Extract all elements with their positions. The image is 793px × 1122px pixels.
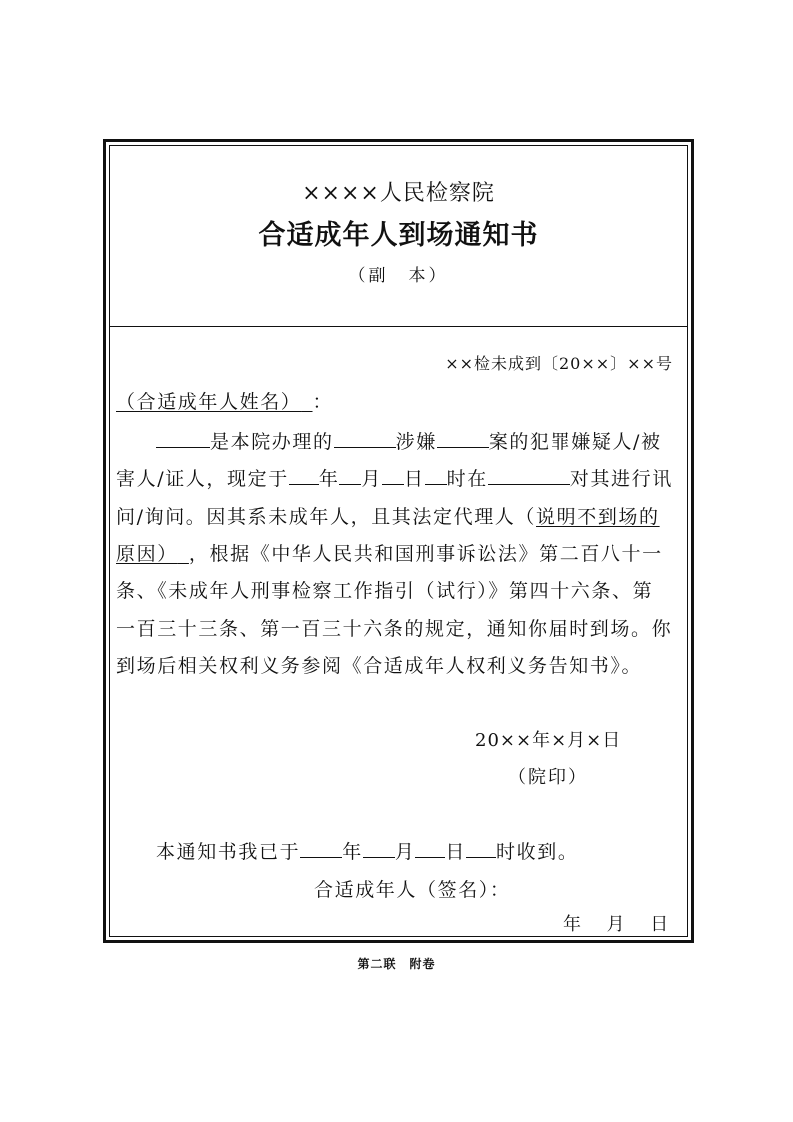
addressee-spacer	[301, 391, 312, 413]
body-text-2a: 害人/证人，现定于	[116, 468, 289, 490]
year-blank[interactable]	[289, 468, 319, 485]
reason-spacer	[178, 543, 189, 565]
notice-frame	[103, 139, 694, 943]
signature-month-label: 月	[606, 914, 627, 935]
body-text-1a: 是本院办理的	[210, 431, 334, 453]
procuratorate-name: ××××人民检察院	[302, 181, 495, 206]
addressee-colon: ：	[312, 391, 334, 413]
hour-blank[interactable]	[425, 468, 447, 485]
body-line-4	[116, 539, 663, 566]
signature-date	[563, 910, 670, 936]
receipt-line	[156, 837, 578, 864]
month-blank[interactable]	[339, 468, 361, 485]
receipt-year-label: 年	[342, 841, 363, 863]
body-hour-label: 时在	[446, 468, 488, 490]
body-year-label: 年	[318, 468, 340, 490]
body-text-4b: ，根据《中华人民共和国刑事诉讼法》第二百八十一	[188, 543, 663, 565]
receipt-year-blank[interactable]	[300, 841, 342, 858]
absence-reason-hint: 说明不到场的	[536, 506, 660, 528]
header-divider	[110, 326, 687, 327]
addressee-name-hint: （合适成年人姓名）	[116, 391, 302, 413]
body-line-7: 到场后相关权利义务参阅《合适成年人权利义务告知书》。	[116, 655, 643, 677]
body-line-5: 条、《未成年人刑事检察工作指引（试行）》第四十六条、第	[116, 580, 654, 602]
receipt-day-label: 日	[445, 841, 467, 863]
body-month-label: 月	[361, 468, 383, 490]
place-blank[interactable]	[488, 468, 570, 485]
body-line-2	[116, 464, 673, 491]
name-blank[interactable]	[156, 431, 210, 448]
day-blank[interactable]	[382, 468, 404, 485]
receipt-day-blank[interactable]	[415, 841, 445, 858]
addressee-line	[116, 387, 333, 414]
body-text-1b: 涉嫌	[395, 431, 437, 453]
receipt-suffix: 时收到。	[496, 841, 579, 863]
issue-date: 20××年×月×日	[475, 730, 622, 751]
notice-inner-frame	[109, 145, 688, 937]
receipt-hour-blank[interactable]	[466, 841, 496, 858]
document-number: ××检未成到〔20××〕××号	[445, 354, 673, 373]
body-day-label: 日	[404, 468, 425, 490]
court-seal-label: （院印）	[508, 767, 588, 788]
body-line-6: 一百三十三条、第一百三十六条的规定，通知你届时到场。你	[116, 618, 673, 640]
copy-label: （副 本）	[348, 266, 449, 286]
copy-footer-label: 第二联 附卷	[357, 957, 436, 971]
body-line-1	[116, 427, 662, 454]
signature-year-label: 年	[563, 914, 583, 935]
charge-blank[interactable]	[437, 431, 489, 448]
absence-reason-hint-end: 原因）	[116, 543, 178, 565]
document-title: 合适成年人到场通知书	[258, 220, 539, 251]
body-text-1c: 案的犯罪嫌疑人/被	[488, 431, 662, 453]
receipt-prefix: 本通知书我已于	[156, 841, 301, 863]
receipt-month-blank[interactable]	[363, 841, 395, 858]
body-line-3	[116, 502, 660, 529]
signature-day-label: 日	[650, 914, 670, 935]
department-blank[interactable]	[334, 431, 396, 448]
signature-label: 合适成年人（签名）：	[314, 879, 511, 901]
receipt-month-label: 月	[394, 841, 416, 863]
body-text-2b: 对其进行讯	[569, 468, 673, 490]
body-text-3a: 问/询问。因其系未成年人，且其法定代理人（	[116, 506, 537, 528]
